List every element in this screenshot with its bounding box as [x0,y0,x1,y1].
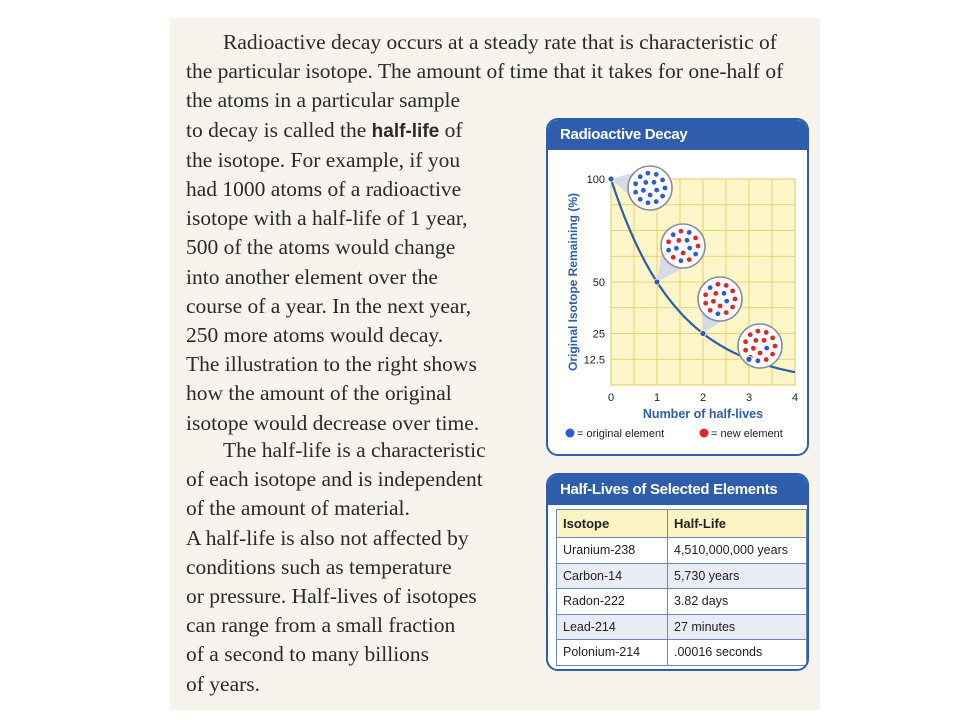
original-atom-dot [643,180,648,185]
x-axis-label: Number of half-lives [642,407,764,421]
text-line: or pressure. Half-lives of isotopes [186,584,477,609]
original-atom-dot [666,248,671,253]
original-atom-dot [764,346,769,351]
original-atom-dot [648,193,653,198]
original-atom-dot [654,199,659,204]
new-atom-dot [687,257,692,262]
new-atom-dot [764,330,769,335]
new-atom-dot [724,283,729,288]
original-atom-dot [687,230,692,235]
x-tick-label: 2 [699,392,707,404]
text-line: The illustration to the right shows [186,352,477,377]
original-atom-dot [663,186,668,191]
table-row [557,614,807,640]
text-line: 500 of the atoms would change [186,235,456,260]
table-row [557,589,807,615]
isotope-cell: Polonium-214 [557,640,668,666]
new-atom-dot [676,238,681,243]
original-atom-dot [693,252,698,257]
original-atom-dot [722,291,727,296]
new-atom-dot [733,297,738,302]
text-line: conditions such as temperature [186,554,452,579]
legend-original-label: = original element [577,428,665,440]
original-atom-dot [724,299,729,304]
x-tick-label: 4 [791,392,799,404]
original-atom-dot [652,180,657,185]
new-atom-dot [773,344,778,349]
new-atom-dot [758,351,763,356]
term-half-life: half-life [371,120,440,142]
original-atom-dot [687,246,692,251]
isotope-cell: Radon-222 [557,589,668,615]
data-point [608,176,614,182]
new-atom-dot [743,348,748,353]
new-atom-dot [751,346,756,351]
original-atom-dot [654,188,659,193]
legend-new-swatch [700,429,709,438]
new-atom-dot [770,352,775,357]
x-tick-label: 0 [607,392,615,404]
table-row [557,538,807,564]
text-line: A half-life is also not affected by [186,525,469,550]
new-atom-dot [703,292,708,297]
y-tick-label: 50 [592,277,605,289]
text-line: of each isotope and is independent [186,467,483,492]
half-life-cell: .00016 seconds [668,640,807,666]
data-point [654,279,660,285]
original-atom-dot [646,200,651,205]
half-lives-table-panel [546,473,809,671]
text-fragment: of [439,117,463,142]
original-atom-dot [674,246,679,251]
text-fragment: to decay is called the [186,117,372,142]
y-tick-label: 12.5 [583,354,605,367]
half-life-cell: 3.82 days [668,589,807,615]
isotope-cell: Carbon-14 [557,563,668,589]
new-atom-dot [770,336,775,341]
table-title: Half-Lives of Selected Elements [548,475,807,505]
new-atom-dot [679,229,684,234]
text-line: isotope would decrease over time. [186,410,480,435]
half-life-cell: 5,730 years [668,563,807,589]
paragraph-half-life-properties [186,436,486,699]
original-atom-dot [708,285,713,290]
new-atom-dot [730,305,735,310]
new-atom-dot [753,338,758,343]
new-atom-dot [713,291,718,296]
original-atom-dot [646,171,651,176]
new-atom-dot [756,329,761,334]
table-header-row [557,510,807,538]
x-tick-label: 3 [745,392,753,404]
data-point [746,356,752,362]
new-atom-dot [716,282,721,287]
new-atom-dot [762,338,767,343]
text-line: into another element over the [186,264,438,289]
y-tick-label: 25 [592,328,605,341]
original-atom-dot [633,190,638,195]
original-atom-dot [756,358,761,363]
text-line: the particular isotope. The amount of time that it takes for one-half of [186,59,784,84]
original-atom-dot [638,174,643,179]
new-atom-dot [708,308,713,313]
original-atom-dot [671,232,676,237]
text-line: of a second to many billions [186,642,430,667]
original-atom-dot [641,188,646,193]
original-atom-dot [654,172,659,177]
radioactive-decay-chart-panel [546,118,809,456]
y-tick-label: 100 [586,174,605,186]
original-atom-dot [679,258,684,263]
original-atom-dot [660,178,665,183]
text-line: isotope with a half-life of 1 year, [186,206,468,231]
original-atom-dot [716,311,721,316]
half-lives-table [556,509,807,666]
new-atom-dot [696,244,701,249]
legend-original-swatch [566,429,575,438]
new-atom-dot [764,357,769,362]
isotope-cell: Lead-214 [557,614,668,640]
new-atom-dot [693,236,698,241]
column-header-isotope: Isotope [557,510,668,538]
new-atom-dot [730,289,735,294]
column-header-half-life: Half-Life [668,510,807,538]
original-atom-dot [685,238,690,243]
text-line: of the amount of material. [186,496,410,521]
new-atom-dot [666,239,671,244]
y-axis-label: Original Isotope Remaining (%) [566,192,580,372]
new-atom-dot [681,251,686,256]
original-atom-dot [660,194,665,199]
text-line: had 1000 atoms of a radioactive [186,177,462,202]
text-line: The half-life is a characteristic [223,438,486,462]
new-atom-dot [703,301,708,306]
text-line: of years. [186,671,261,696]
new-atom-dot [748,332,753,337]
isotope-cell: Uranium-238 [557,538,668,564]
new-atom-dot [743,339,748,344]
chart-title: Radioactive Decay [548,120,807,150]
original-atom-dot [638,197,643,202]
text-line: the atoms in a particular sample [186,88,461,113]
text-line: the isotope. For example, if you [186,147,461,172]
text-line: can range from a small fraction [186,613,456,638]
half-life-cell: 27 minutes [668,614,807,640]
table-row [557,563,807,589]
original-atom-dot [633,181,638,186]
data-point [700,331,706,337]
text-line: 250 more atoms would decay. [186,323,444,348]
new-atom-dot [718,304,723,309]
text-line: how the amount of the original [186,381,452,406]
new-atom-dot [724,310,729,315]
new-atom-dot [671,255,676,260]
legend-new-label: = new element [711,428,783,440]
decay-chart [548,152,807,456]
x-tick-label: 1 [653,392,661,404]
half-life-cell: 4,510,000,000 years [668,538,807,564]
text-line: Radioactive decay occurs at a steady rate that is characteristic of [223,30,777,54]
table-row [557,640,807,666]
new-atom-dot [711,299,716,304]
text-line: course of a year. In the next year, [186,293,472,318]
